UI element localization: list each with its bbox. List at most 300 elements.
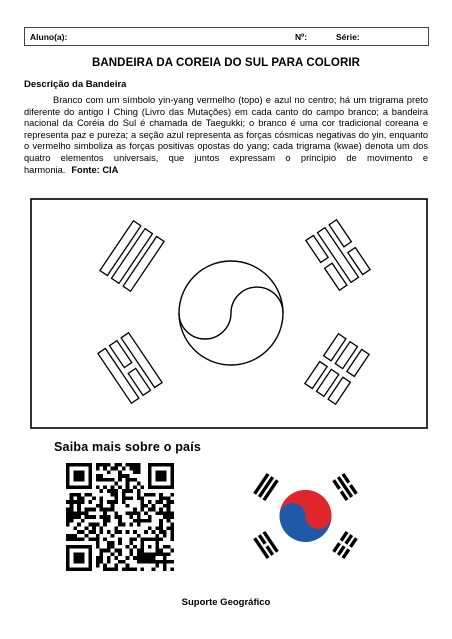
qr-module bbox=[96, 564, 100, 568]
qr-module bbox=[133, 463, 137, 467]
qr-module bbox=[148, 470, 152, 474]
qr-module bbox=[163, 567, 167, 571]
qr-module bbox=[100, 549, 104, 553]
qr-module bbox=[148, 500, 152, 504]
qr-module bbox=[100, 500, 104, 504]
qr-module bbox=[66, 500, 70, 504]
qr-module bbox=[159, 478, 163, 482]
qr-module bbox=[155, 500, 159, 504]
qr-module bbox=[73, 545, 77, 549]
coloring-flag-outline bbox=[30, 198, 428, 429]
qr-module bbox=[66, 549, 70, 553]
qr-module bbox=[159, 560, 163, 564]
qr-module bbox=[103, 511, 107, 515]
qr-module bbox=[81, 560, 85, 564]
qr-module bbox=[100, 474, 104, 478]
qr-module bbox=[114, 530, 118, 534]
qr-module bbox=[96, 560, 100, 564]
qr-module bbox=[77, 567, 81, 571]
qr-module bbox=[66, 519, 70, 523]
qr-module bbox=[144, 511, 148, 515]
qr-module bbox=[118, 537, 122, 541]
qr-module bbox=[85, 508, 89, 512]
qr-module bbox=[73, 556, 77, 560]
qr-module bbox=[129, 541, 133, 545]
qr-module bbox=[114, 567, 118, 571]
qr-module bbox=[148, 537, 152, 541]
qr-module bbox=[163, 485, 167, 489]
qr-module bbox=[155, 560, 159, 564]
qr-module bbox=[70, 515, 74, 519]
qr-module bbox=[88, 500, 92, 504]
qr-module bbox=[137, 552, 141, 556]
qr-module bbox=[163, 470, 167, 474]
footer-credit: Suporte Geográfico bbox=[181, 597, 271, 608]
qr-module bbox=[73, 526, 77, 530]
qr-module bbox=[167, 497, 171, 501]
qr-module bbox=[81, 519, 85, 523]
qr-module bbox=[159, 511, 163, 515]
qr-module bbox=[81, 567, 85, 571]
qr-module bbox=[73, 463, 77, 467]
qr-module bbox=[148, 560, 152, 564]
qr-module bbox=[122, 467, 126, 471]
qr-module bbox=[148, 474, 152, 478]
qr-module bbox=[96, 485, 100, 489]
qr-module bbox=[118, 523, 122, 527]
qr-module bbox=[167, 508, 171, 512]
qr-module bbox=[167, 552, 171, 556]
qr-module bbox=[148, 463, 152, 467]
qr-module bbox=[70, 519, 74, 523]
qr-module bbox=[96, 545, 100, 549]
qr-module bbox=[81, 537, 85, 541]
qr-module bbox=[140, 485, 144, 489]
qr-module bbox=[100, 504, 104, 508]
qr-module bbox=[122, 567, 126, 571]
qr-module bbox=[66, 534, 70, 538]
qr-module bbox=[170, 534, 174, 538]
qr-module bbox=[70, 504, 74, 508]
qr-module bbox=[140, 552, 144, 556]
qr-module bbox=[126, 567, 130, 571]
qr-module bbox=[167, 515, 171, 519]
qr-module bbox=[114, 564, 118, 568]
qr-module bbox=[118, 474, 122, 478]
qr-module bbox=[85, 493, 89, 497]
qr-module bbox=[148, 482, 152, 486]
qr-module bbox=[137, 523, 141, 527]
qr-module bbox=[88, 567, 92, 571]
qr-module bbox=[159, 526, 163, 530]
qr-module bbox=[118, 470, 122, 474]
qr-module bbox=[103, 567, 107, 571]
qr-module bbox=[114, 515, 118, 519]
qr-module bbox=[73, 478, 77, 482]
qr-module bbox=[133, 508, 137, 512]
qr-module bbox=[159, 549, 163, 553]
qr-module bbox=[114, 489, 118, 493]
qr-module bbox=[122, 500, 126, 504]
qr-module bbox=[88, 470, 92, 474]
qr-module bbox=[167, 485, 171, 489]
qr-module bbox=[100, 478, 104, 482]
qr-module bbox=[103, 467, 107, 471]
qr-module bbox=[73, 560, 77, 564]
qr-module bbox=[88, 530, 92, 534]
qr-module bbox=[144, 519, 148, 523]
qr-module bbox=[88, 552, 92, 556]
qr-module bbox=[88, 493, 92, 497]
qr-module bbox=[126, 463, 130, 467]
qr-module bbox=[167, 545, 171, 549]
qr-module bbox=[140, 560, 144, 564]
qr-module bbox=[144, 552, 148, 556]
qr-module bbox=[144, 493, 148, 497]
qr-module bbox=[163, 530, 167, 534]
qr-module bbox=[133, 537, 137, 541]
qr-module bbox=[137, 482, 141, 486]
qr-module bbox=[70, 497, 74, 501]
qr-module bbox=[133, 519, 137, 523]
qr-module bbox=[118, 485, 122, 489]
qr-module bbox=[92, 530, 96, 534]
qr-module bbox=[129, 489, 133, 493]
qr-module bbox=[170, 467, 174, 471]
qr-module bbox=[70, 493, 74, 497]
qr-module bbox=[81, 478, 85, 482]
qr-module bbox=[126, 530, 130, 534]
qr-module bbox=[148, 478, 152, 482]
qr-module bbox=[152, 567, 156, 571]
qr-module bbox=[148, 493, 152, 497]
qr-module bbox=[118, 519, 122, 523]
page-title: BANDEIRA DA COREIA DO SUL PARA COLORIR bbox=[91, 57, 361, 69]
qr-module bbox=[73, 500, 77, 504]
qr-module bbox=[137, 560, 141, 564]
qr-module bbox=[103, 463, 107, 467]
qr-module bbox=[73, 474, 77, 478]
qr-module bbox=[159, 519, 163, 523]
qr-module bbox=[133, 530, 137, 534]
qr-module bbox=[167, 526, 171, 530]
qr-module bbox=[103, 485, 107, 489]
qr-module bbox=[152, 552, 156, 556]
qr-module bbox=[103, 478, 107, 482]
qr-module bbox=[70, 463, 74, 467]
qr-module bbox=[70, 567, 74, 571]
qr-module bbox=[140, 519, 144, 523]
qr-module bbox=[85, 511, 89, 515]
qr-module bbox=[133, 485, 137, 489]
qr-module bbox=[163, 497, 167, 501]
qr-module bbox=[163, 560, 167, 564]
taegeuk-color bbox=[280, 490, 332, 542]
qr-module bbox=[152, 508, 156, 512]
qr-module bbox=[148, 467, 152, 471]
qr-code-icon[interactable] bbox=[66, 463, 174, 571]
qr-module bbox=[100, 497, 104, 501]
qr-module bbox=[129, 497, 133, 501]
qr-module bbox=[118, 478, 122, 482]
qr-module bbox=[163, 504, 167, 508]
qr-module bbox=[107, 478, 111, 482]
qr-module bbox=[170, 500, 174, 504]
qr-module bbox=[126, 545, 130, 549]
qr-module bbox=[103, 537, 107, 541]
qr-module bbox=[137, 515, 141, 519]
qr-module bbox=[66, 470, 70, 474]
qr-module bbox=[103, 519, 107, 523]
description-text: Branco com um símbolo yin-yang vermelho (topo) e azul no centro; há um trigrama preto diferente do antigo I Ching (Livro das Mutações) em cada canto do campo branco; a bandeira nacional da Coréia do Sul é chamada de Taegukki; o branco é uma cor tradicional coreana e representa paz e pureza; a seção azul representa as forças cósmicas negativas do yin, enquanto o vermelho simboliza as forças positivas opostas do yang; cada trigrama (kwae) denota um dos quatro elementos universais, que juntos expressam o princípio de movimento e harmonia. bbox=[24, 95, 428, 175]
qr-module bbox=[66, 552, 70, 556]
qr-module bbox=[114, 463, 118, 467]
qr-module bbox=[73, 552, 77, 556]
qr-module bbox=[159, 474, 163, 478]
qr-module bbox=[96, 478, 100, 482]
qr-module bbox=[137, 511, 141, 515]
qr-module bbox=[73, 511, 77, 515]
qr-module bbox=[129, 552, 133, 556]
qr-module bbox=[100, 489, 104, 493]
qr-module bbox=[155, 534, 159, 538]
qr-module bbox=[77, 478, 81, 482]
section-heading: Descrição da Bandeira bbox=[24, 79, 127, 90]
qr-module bbox=[133, 567, 137, 571]
qr-module bbox=[133, 467, 137, 471]
qr-module bbox=[81, 556, 85, 560]
qr-module bbox=[137, 493, 141, 497]
qr-module bbox=[140, 497, 144, 501]
qr-module bbox=[159, 497, 163, 501]
qr-module bbox=[129, 511, 133, 515]
qr-module bbox=[111, 504, 115, 508]
qr-module bbox=[170, 485, 174, 489]
qr-module bbox=[88, 545, 92, 549]
qr-module bbox=[159, 470, 163, 474]
qr-module bbox=[111, 489, 115, 493]
qr-module bbox=[111, 567, 115, 571]
qr-module bbox=[129, 463, 133, 467]
qr-module bbox=[66, 523, 70, 527]
qr-module bbox=[73, 493, 77, 497]
qr-module bbox=[118, 541, 122, 545]
qr-module bbox=[100, 526, 104, 530]
qr-module bbox=[148, 485, 152, 489]
qr-module bbox=[170, 470, 174, 474]
qr-module bbox=[163, 478, 167, 482]
qr-module bbox=[126, 504, 130, 508]
qr-module bbox=[163, 474, 167, 478]
qr-module bbox=[111, 534, 115, 538]
qr-module bbox=[129, 478, 133, 482]
qr-module bbox=[92, 515, 96, 519]
qr-module bbox=[77, 537, 81, 541]
qr-module bbox=[77, 508, 81, 512]
qr-module bbox=[155, 485, 159, 489]
qr-module bbox=[88, 478, 92, 482]
qr-module bbox=[85, 545, 89, 549]
qr-module bbox=[140, 549, 144, 553]
qr-module bbox=[66, 515, 70, 519]
qr-module bbox=[73, 485, 77, 489]
qr-module bbox=[170, 515, 174, 519]
qr-module bbox=[100, 508, 104, 512]
qr-module bbox=[170, 567, 174, 571]
qr-module bbox=[81, 552, 85, 556]
qr-module bbox=[129, 523, 133, 527]
qr-module bbox=[73, 470, 77, 474]
qr-module bbox=[103, 523, 107, 527]
qr-module bbox=[66, 545, 70, 549]
qr-module bbox=[111, 467, 115, 471]
qr-module bbox=[81, 497, 85, 501]
qr-module bbox=[107, 556, 111, 560]
qr-module bbox=[88, 556, 92, 560]
qr-module bbox=[122, 560, 126, 564]
qr-module bbox=[103, 549, 107, 553]
qr-module bbox=[152, 493, 156, 497]
qr-module bbox=[107, 567, 111, 571]
qr-module bbox=[88, 508, 92, 512]
qr-module bbox=[77, 470, 81, 474]
qr-module bbox=[114, 549, 118, 553]
qr-module bbox=[122, 523, 126, 527]
qr-module bbox=[167, 511, 171, 515]
qr-module bbox=[100, 463, 104, 467]
qr-module bbox=[81, 545, 85, 549]
south-korea-flag-color bbox=[226, 458, 385, 574]
qr-module bbox=[170, 530, 174, 534]
qr-module bbox=[77, 485, 81, 489]
qr-module bbox=[92, 526, 96, 530]
qr-module bbox=[144, 530, 148, 534]
qr-module bbox=[107, 519, 111, 523]
qr-module bbox=[66, 482, 70, 486]
learn-more-heading: Saiba mais sobre o país bbox=[54, 440, 202, 454]
qr-module bbox=[159, 493, 163, 497]
qr-module bbox=[111, 541, 115, 545]
qr-module bbox=[77, 545, 81, 549]
qr-module bbox=[114, 482, 118, 486]
qr-module bbox=[118, 552, 122, 556]
qr-module bbox=[155, 526, 159, 530]
qr-module bbox=[103, 508, 107, 512]
grade-label: Série: bbox=[336, 32, 360, 42]
qr-module bbox=[88, 560, 92, 564]
qr-module bbox=[129, 467, 133, 471]
qr-module bbox=[66, 537, 70, 541]
qr-module bbox=[155, 545, 159, 549]
qr-module bbox=[170, 478, 174, 482]
qr-module bbox=[107, 541, 111, 545]
source-citation: Fonte: CIA bbox=[71, 164, 119, 175]
qr-module bbox=[126, 482, 130, 486]
qr-module bbox=[148, 556, 152, 560]
qr-module bbox=[81, 474, 85, 478]
qr-module bbox=[70, 508, 74, 512]
qr-module bbox=[170, 537, 174, 541]
qr-module bbox=[133, 478, 137, 482]
qr-module bbox=[96, 467, 100, 471]
qr-module bbox=[155, 537, 159, 541]
qr-module bbox=[96, 541, 100, 545]
qr-module bbox=[159, 552, 163, 556]
qr-module bbox=[111, 545, 115, 549]
qr-module bbox=[96, 523, 100, 527]
qr-module bbox=[163, 515, 167, 519]
qr-module bbox=[152, 504, 156, 508]
qr-module bbox=[163, 556, 167, 560]
qr-module bbox=[170, 482, 174, 486]
qr-module bbox=[126, 511, 130, 515]
qr-module bbox=[152, 560, 156, 564]
qr-module bbox=[152, 485, 156, 489]
qr-module bbox=[140, 508, 144, 512]
qr-module bbox=[77, 556, 81, 560]
qr-module bbox=[77, 474, 81, 478]
qr-module bbox=[140, 537, 144, 541]
qr-module bbox=[155, 552, 159, 556]
qr-module bbox=[111, 552, 115, 556]
qr-module bbox=[159, 523, 163, 527]
qr-module bbox=[167, 560, 171, 564]
qr-module bbox=[107, 470, 111, 474]
qr-module bbox=[114, 526, 118, 530]
qr-module bbox=[137, 549, 141, 553]
qr-module bbox=[77, 552, 81, 556]
qr-module bbox=[92, 497, 96, 501]
qr-module bbox=[155, 549, 159, 553]
qr-module bbox=[118, 515, 122, 519]
qr-module bbox=[170, 511, 174, 515]
qr-module bbox=[159, 463, 163, 467]
qr-module bbox=[163, 545, 167, 549]
flag-description bbox=[24, 95, 428, 176]
qr-module bbox=[111, 485, 115, 489]
qr-module bbox=[107, 545, 111, 549]
qr-module bbox=[96, 534, 100, 538]
qr-module bbox=[126, 489, 130, 493]
qr-module bbox=[88, 463, 92, 467]
qr-module bbox=[137, 470, 141, 474]
qr-module bbox=[140, 500, 144, 504]
qr-module bbox=[92, 508, 96, 512]
qr-module bbox=[88, 523, 92, 527]
qr-module bbox=[85, 463, 89, 467]
qr-module bbox=[170, 493, 174, 497]
qr-module bbox=[92, 523, 96, 527]
student-info-box bbox=[24, 27, 429, 46]
qr-module bbox=[77, 560, 81, 564]
qr-module bbox=[77, 530, 81, 534]
qr-module bbox=[77, 493, 81, 497]
qr-module bbox=[129, 537, 133, 541]
qr-module bbox=[85, 485, 89, 489]
qr-module bbox=[126, 478, 130, 482]
qr-module bbox=[155, 478, 159, 482]
qr-module bbox=[114, 467, 118, 471]
qr-module bbox=[133, 545, 137, 549]
qr-module bbox=[144, 537, 148, 541]
qr-module bbox=[70, 485, 74, 489]
qr-module bbox=[118, 560, 122, 564]
qr-module bbox=[155, 511, 159, 515]
qr-module bbox=[81, 485, 85, 489]
qr-module bbox=[111, 478, 115, 482]
qr-module bbox=[152, 463, 156, 467]
qr-module bbox=[103, 515, 107, 519]
